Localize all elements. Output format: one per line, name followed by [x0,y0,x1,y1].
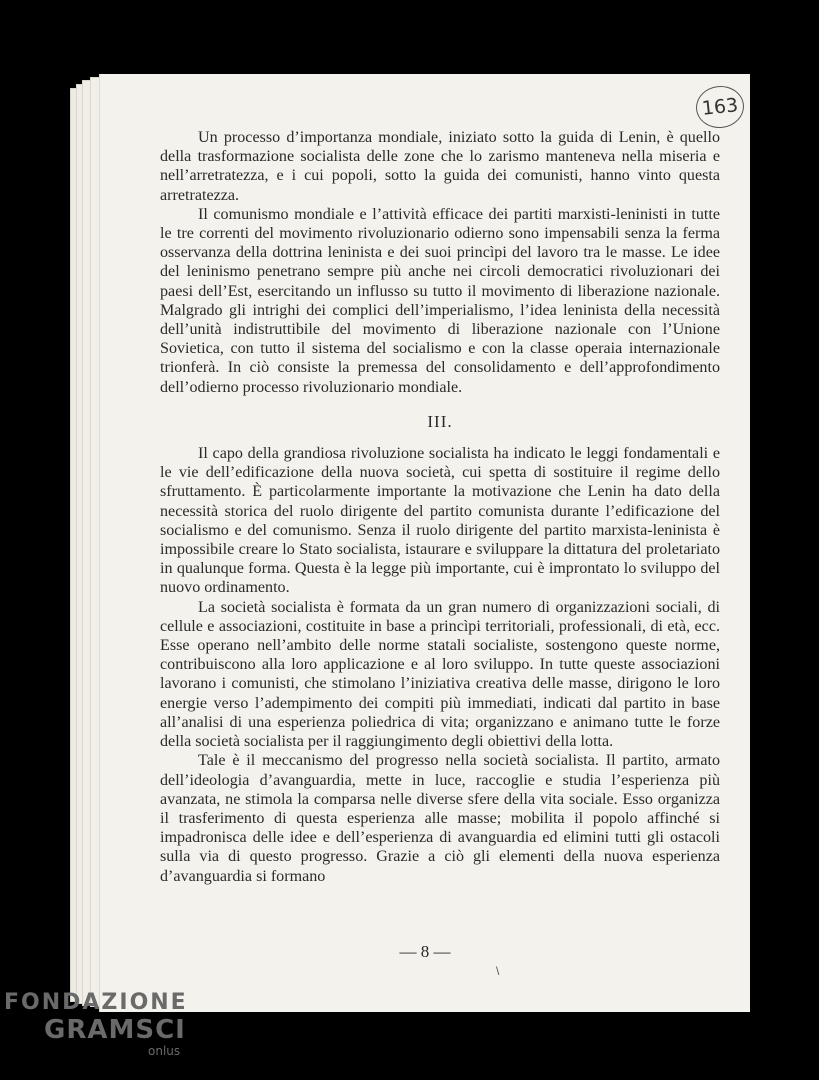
section-heading: III. [427,411,453,431]
watermark-line2: GRAMSCI [44,1015,186,1045]
page-folio: — 8 — [399,942,451,961]
stray-mark: \ [496,964,500,978]
paragraph: La società socialista è formata da un gran numero di organizzazioni sociali, di cellule e associazioni, costituite in base a princìpi territoriali, professionali, di età, ecc. Esse operano nell’ambito delle norme statali socialiste, sostengono queste norme, contribuiscono alla loro applicazione e al loro sviluppo. In tutte queste associazioni lavorano i comunisti, che stimolano l’iniziativa creativa delle masse, dirigono le loro energie verso l’adempimento dei compiti più immediati, indicati dal partito in base all’analisi di una esperienza poliedrica di vita; organizzano e animano tutte le forze della società socialista per il raggiungimento degli obiettivi della lotta. [160,598,720,751]
watermark-line1: FONDAZIONE [4,990,188,1015]
paragraph: Tale è il meccanismo del progresso nella società socialista. Il partito, armato dell’ideologia d’avanguardia, mette in luce, raccoglie e studia l’esperienza più avanzata, ne stimola la comparsa nelle diverse sfere della vita sociale. Esso organizza il trasferimento di questa esperienza alle masse; mobilita il popolo affinché si impadronisca delle idee e dell’esperienza di avanguardia ed elimini tutti gli ostacoli sulla via di questo progresso. Grazie a ciò gli elementi della nuova esperienza d’avanguardia si formano [160,752,720,885]
paragraph: Il comunismo mondiale e l’attività efficace dei partiti marxisti-leninisti in tutte le tre correnti del movimento rivoluzionario odierno sono impensabili senza la ferma osservanza della dottrina leninista e dei suoi princìpi del lavoro tra le masse. Le idee del leninismo penetrano sempre più anche nei circoli democratici rivoluzionari dei paesi dell’Est, esercitando un influsso su tutto il movimento di liberazione nazionale. Malgrado gli intrighi dei complici dell’imperialismo, l’idea leninista della necessità dell’unità indistruttibile del movimento di liberazione nazionale con l’Unione Sovietica, con tutto il sistema del socialismo e con la classe operaia internazionale trionferà. In ciò consiste la premessa del consolidamento e dell’approfondimento dell’odierno processo rivoluzionario mondiale. [160,205,720,396]
handwritten-page-number: 163 [694,84,746,131]
document-page [100,74,750,1012]
watermark-line3: onlus [148,1044,181,1058]
paragraph: Il capo della grandiosa rivoluzione socialista ha indicato le leggi fondamentali e le vie dell’edificazione della nuova società, cui spetta di sostituire il regime dello sfruttamento. È particolarmente importante la motivazione che Lenin ha dato della necessità storica del ruolo dirigente del partito comunista durante l’edificazione del socialismo e del comunismo. Senza il ruolo dirigente del partito marxista-leninista è impossibile creare lo Stato socialista, istaurare e sviluppare la dittatura del proletariato in qualunque forma. Questa è la legge più importante, cui è improntato lo sviluppo del nuovo ordinamento. [160,445,720,597]
body-text [160,128,720,886]
paragraph: Un processo d’importanza mondiale, iniziato sotto la guida di Lenin, è quello della trasformazione socialista delle zone che lo zarismo manteneva nella miseria e nell’arretratezza, e i cui popoli, sotto la guida dei comunisti, hanno vinto questa arretratezza. [160,129,720,204]
watermark-logo [4,990,188,1058]
